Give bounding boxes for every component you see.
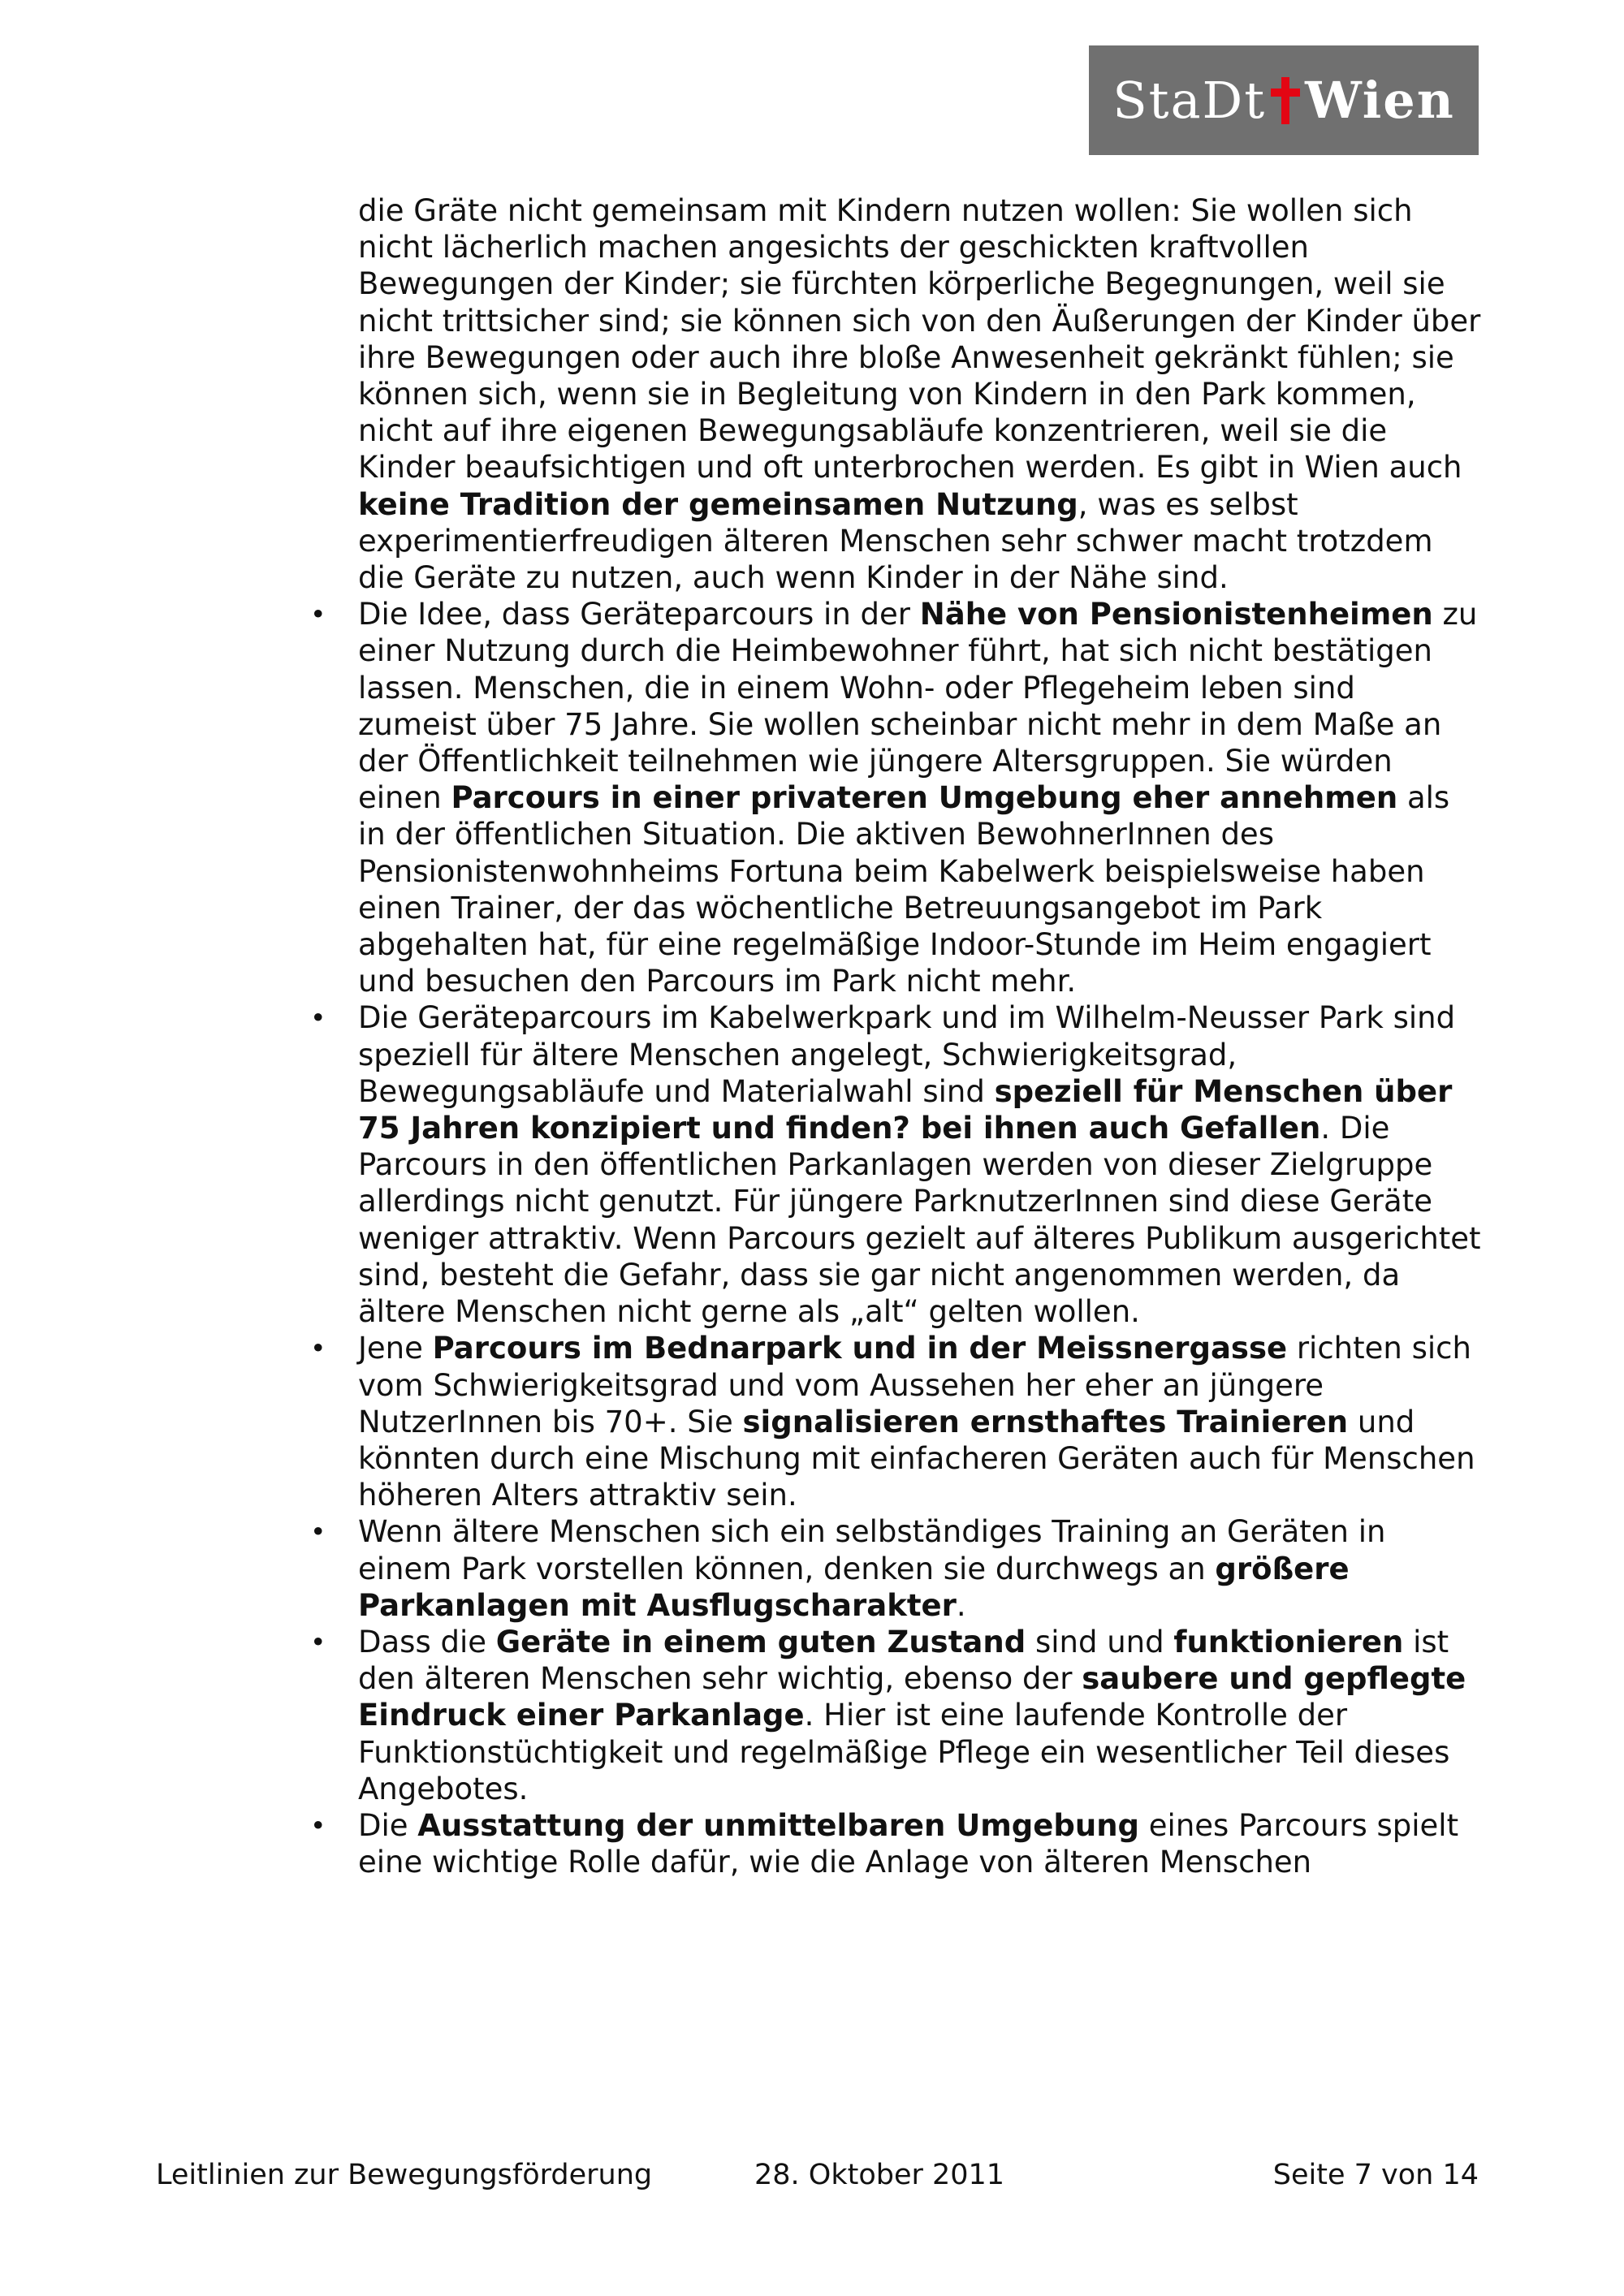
bullet-text: ist den älteren Menschen sehr wichtig, ebenso der <box>358 1624 1449 1697</box>
bullet-pensionistenheime <box>310 596 1483 999</box>
stadt-wien-logo <box>1089 45 1479 155</box>
vienna-cross-icon <box>1269 77 1302 124</box>
bullet-icon: • <box>310 1332 326 1365</box>
bullet-bold: Geräte in einem guten Zustand <box>495 1624 1026 1659</box>
bullet-bold: saubere und gepflegte Eindruck einer Parkanlage <box>358 1661 1466 1733</box>
bullet-text: eines Parcours spielt eine wichtige Rolle dafür, wie die Anlage von älteren Menschen <box>358 1807 1459 1880</box>
document-body <box>310 192 1483 1880</box>
bullet-text: als in der öffentlichen Situation. Die aktiven BewohnerInnen des Pensionistenwohnheims Fortuna beim Kabelwerk beispielsweise haben einen Trainer, der das wöchentliche Betreuungsangebot im Park abgehalten hat, für eine regelmäßige Indoor-Stunde im Heim engagiert und besuchen den Parcours im Park nicht mehr. <box>358 780 1450 999</box>
bullet-bold: signalisieren ernsthaftes Trainieren <box>742 1404 1349 1439</box>
bullet-icon: • <box>310 1625 326 1658</box>
bullet-bold: Nähe von Pensionistenheimen <box>919 597 1433 632</box>
bullet-icon: • <box>310 598 326 631</box>
bullet-bold: Ausstattung der unmittelbaren Umgebung <box>417 1807 1140 1843</box>
page-footer <box>0 2159 1624 2199</box>
bullet-text: Die <box>358 1807 418 1843</box>
bullet-text: . <box>956 1587 966 1623</box>
bullet-zustand <box>310 1624 1483 1807</box>
logo-text-stadt: StaDt <box>1112 71 1267 130</box>
logo-text-wien: Wien <box>1305 71 1455 130</box>
bullet-icon: • <box>310 1002 326 1034</box>
bullet-bold: größere Parkanlagen mit Ausflugscharakter <box>358 1551 1350 1623</box>
bullet-bold: funktionieren <box>1173 1624 1404 1659</box>
bullet-parkanlagen <box>310 1513 1483 1624</box>
bullet-text: . Hier ist eine laufende Kontrolle der Funktionstüchtigkeit und regelmäßige Pflege ein wesentlicher Teil dieses Angebotes. <box>358 1698 1450 1806</box>
bullet-text: und könnten durch eine Mischung mit einfacheren Geräten auch für Menschen höheren Alters attraktiv sein. <box>358 1404 1475 1513</box>
bullet-ausstattung <box>310 1807 1483 1880</box>
bullet-text: Wenn ältere Menschen sich ein selbständiges Training an Geräten in einem Park vorstellen können, denken sie durchwegs an <box>358 1514 1386 1586</box>
intro-paragraph <box>358 192 1483 596</box>
intro-text-2: , was es selbst experimentierfreudigen älteren Menschen sehr schwer macht trotzdem die Geräte zu nutzen, auch wenn Kinder in der Nähe sind. <box>358 486 1433 596</box>
bullet-icon: • <box>310 1809 326 1841</box>
intro-text-1: die Gräte nicht gemeinsam mit Kindern nutzen wollen: Sie wollen sich nicht lächerlich machen angesichts der geschickten kraftvollen Bewegungen der Kinder; sie fürchten körperliche Begegnungen, weil sie nicht trittsicher sind; sie können sich von den Äußerungen der Kinder über ihre Bewegungen oder auch ihre bloße Anwesenheit gekränkt fühlen; sie können sich, wenn sie in Begleitung von Kindern in den Park kommen, nicht auf ihre eigenen Bewegungsabläufe konzentrieren, weil sie die Kinder beaufsichtigen und oft unterbrochen werden. Es gibt in Wien auch <box>358 193 1481 486</box>
bullet-icon: • <box>310 1516 326 1548</box>
footer-page-number: Seite 7 von 14 <box>1272 2159 1479 2191</box>
bullet-text: zu einer Nutzung durch die Heimbewohner führt, hat sich nicht bestätigen lassen. Menschen, die in einem Wohn- oder Pflegeheim leben sind zumeist über 75 Jahre. Sie wollen scheinbar nicht mehr in dem Maße an der Öffentlichkeit teilnehmen wie jüngere Altersgruppen. Sie würden einen <box>358 597 1478 816</box>
bullet-bednarpark <box>310 1330 1483 1513</box>
bullet-text: Die Idee, dass Geräteparcours in der <box>358 597 920 632</box>
bullet-text: Dass die <box>358 1624 496 1659</box>
bullet-bold: speziell für Menschen über 75 Jahren konzipiert und finden? bei ihnen auch Gefallen <box>358 1073 1453 1146</box>
footer-date: 28. Oktober 2011 <box>754 2159 1005 2191</box>
bullet-text: Jene <box>358 1331 433 1366</box>
bullet-bold: Parcours in einer privateren Umgebung eher annehmen <box>451 780 1398 816</box>
bullet-bold: Parcours im Bednarpark und in der Meissnergasse <box>432 1331 1288 1366</box>
bullet-kabelwerkpark <box>310 999 1483 1330</box>
intro-bold-1: keine Tradition der gemeinsamen Nutzung <box>358 486 1078 522</box>
bullet-text: Die Geräteparcours im Kabelwerkpark und im Wilhelm-Neusser Park sind speziell für ältere Menschen angelegt, Schwierigkeitsgrad, Bewegungsabläufe und Materialwahl sind <box>358 1000 1456 1109</box>
bullet-text: . Die Parcours in den öffentlichen Parkanlagen werden von dieser Zielgruppe allerdings nicht genutzt. Für jüngere ParknutzerInnen sind diese Geräte weniger attraktiv. Wenn Parcours gezielt auf älteres Publikum ausgerichtet sind, besteht die Gefahr, dass sie gar nicht angenommen werden, da ältere Menschen nicht gerne als „alt“ gelten wollen. <box>358 1111 1481 1330</box>
footer-document-title: Leitlinien zur Bewegungsförderung <box>156 2159 653 2191</box>
bullet-text: richten sich vom Schwierigkeitsgrad und vom Aussehen her eher an jüngere NutzerInnen bis 70+. Sie <box>358 1331 1471 1439</box>
bullet-text: sind und <box>1026 1624 1174 1659</box>
